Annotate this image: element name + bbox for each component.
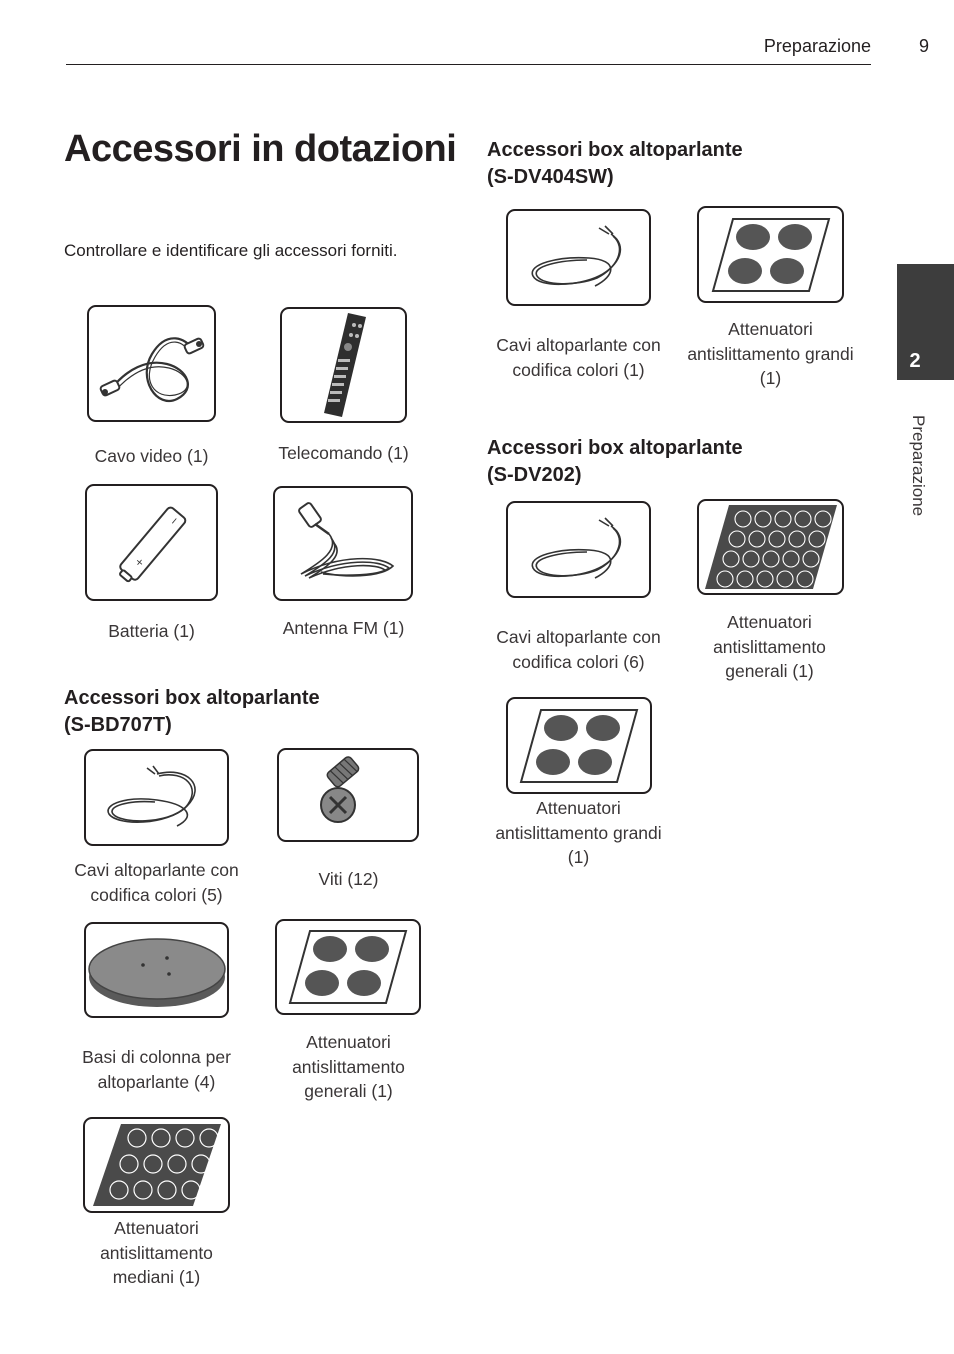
small-pads-figure: [697, 499, 844, 595]
large-pads-figure-dv202: [506, 697, 652, 794]
header-rule: [66, 64, 871, 65]
speaker-stand-base-figure: [84, 922, 229, 1018]
speaker-cable-figure-dv202: [506, 501, 651, 598]
caption-large-pads-bd707t: Attenuatori antislittamento generali (1): [292, 1032, 405, 1101]
large-pads-icon: [709, 215, 833, 295]
speaker-stand-base-icon: [87, 925, 227, 1015]
large-pads-figure-bd707t: [275, 919, 421, 1015]
medium-pads-figure: [83, 1117, 230, 1213]
caption-speaker-cable-bd707t: Cavi altoparlante con codifica colori (5): [74, 860, 239, 905]
screw-icon: [308, 755, 388, 835]
caption-speaker-stand-base: Basi di colonna per altoparlante (4): [82, 1047, 231, 1092]
large-pads-figure-dv404sw: [697, 206, 844, 303]
battery-icon: [107, 498, 197, 588]
caption-screw: Viti (12): [318, 869, 379, 889]
caption-speaker-cable-dv404sw: Cavi altoparlante con codifica colori (1): [496, 335, 661, 380]
medium-pads-icon: [91, 1122, 223, 1208]
running-header-section: Preparazione: [763, 36, 871, 56]
caption-medium-pads: Attenuatori antislittamento mediani (1): [100, 1218, 213, 1287]
remote-control-figure: [280, 307, 407, 423]
video-cable-figure: [87, 305, 216, 422]
caption-small-pads: Attenuatori antislittamento generali (1): [713, 612, 826, 681]
large-pads-icon: [517, 706, 641, 786]
small-pads-icon: [703, 503, 839, 591]
remote-control-icon: [314, 311, 374, 419]
fm-antenna-figure: [273, 486, 413, 601]
page-title: Accessori in dotazioni: [64, 128, 457, 170]
caption-remote-control: Telecomando (1): [278, 443, 409, 463]
svg-text:−: −: [167, 514, 182, 528]
chapter-tab-number: 2: [909, 350, 921, 372]
large-pads-icon: [286, 927, 410, 1007]
speaker-cable-figure-bd707t: [84, 749, 229, 846]
heading-s-dv404sw: Accessori box altoparlante (S-DV404SW): [487, 139, 743, 188]
speaker-cable-figure-dv404sw: [506, 209, 651, 306]
fm-antenna-icon: [281, 494, 405, 594]
screw-figure: [277, 748, 419, 842]
intro-text: Controllare e identificare gli accessori forniti.: [64, 241, 398, 260]
speaker-cable-icon: [519, 216, 639, 300]
page-number: 9: [918, 36, 929, 56]
heading-s-bd707t: Accessori box altoparlante (S-BD707T): [64, 687, 320, 736]
caption-video-cable: Cavo video (1): [94, 446, 209, 466]
caption-large-pads-dv202: Attenuatori antislittamento grandi (1): [495, 798, 662, 867]
heading-s-dv202: Accessori box altoparlante (S-DV202): [487, 437, 743, 486]
caption-battery: Batteria (1): [108, 621, 195, 641]
svg-text:+: +: [132, 555, 147, 569]
caption-speaker-cable-dv202: Cavi altoparlante con codifica colori (6): [496, 627, 661, 672]
caption-fm-antenna: Antenna FM (1): [282, 618, 405, 638]
speaker-cable-icon: [97, 756, 217, 840]
battery-figure: [85, 484, 218, 601]
video-cable-icon: [97, 319, 207, 409]
caption-large-pads-dv404sw: Attenuatori antislittamento grandi (1): [687, 319, 854, 388]
speaker-cable-icon: [519, 508, 639, 592]
chapter-tab-label: Preparazione: [909, 415, 928, 517]
